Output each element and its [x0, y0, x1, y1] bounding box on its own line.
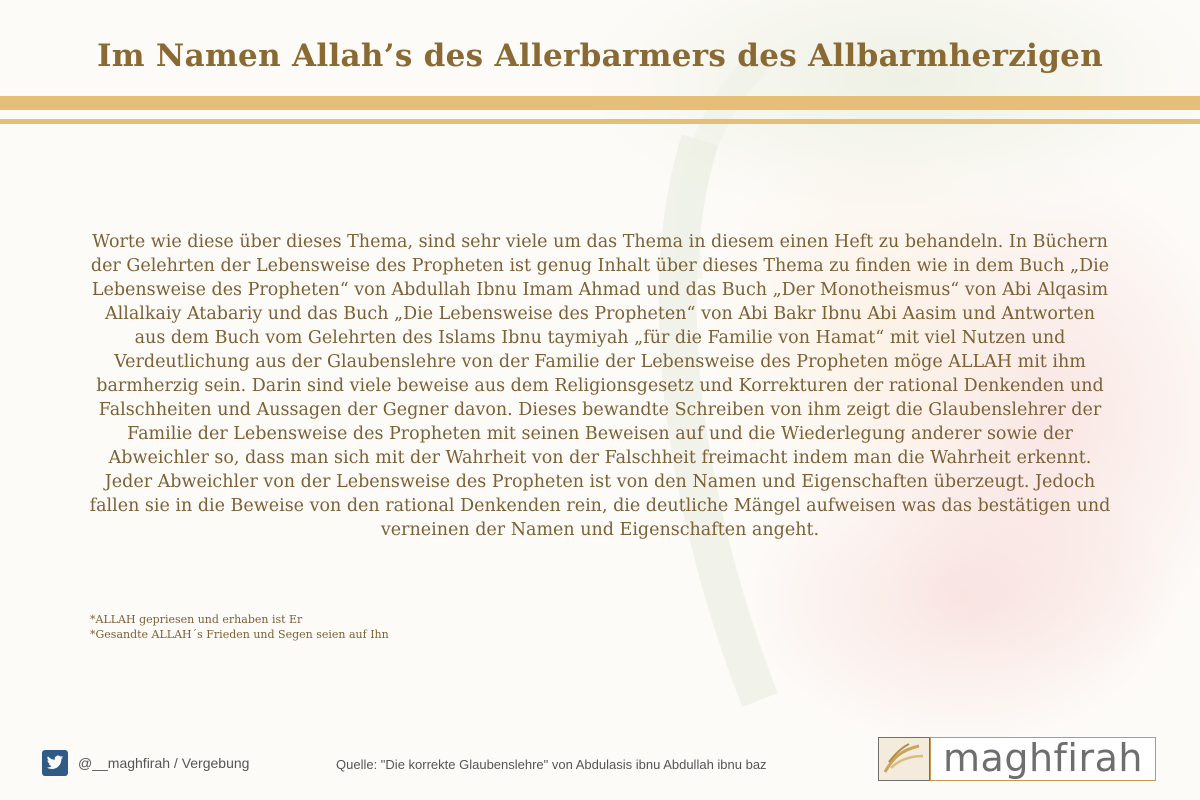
social-handle: @__maghfirah / Vergebung — [78, 755, 250, 771]
logo-wordmark: maghfirah — [930, 737, 1156, 781]
title-rule-thin — [0, 119, 1200, 124]
maghfirah-logo — [878, 737, 1156, 781]
title-rule-thick — [0, 96, 1200, 110]
footnote: *Gesandte ALLAH´s Frieden und Segen seien auf Ihn — [90, 628, 389, 641]
twitter-icon — [42, 750, 68, 776]
main-paragraph: Worte wie diese über dieses Thema, sind sehr viele um das Thema in diesem einen Heft zu behandeln. In Büchern der Gelehrten der Lebensweise des Propheten ist genug Inhalt über dieses Thema zu finden wie in dem Buch „Die Lebensweise des Propheten“ von Abdullah Ibnu Imam Ahmad und das Buch „Der Monotheismus“ von Abi Alqasim Allalkaiy Atabariy und das Buch „Die Lebensweise des Propheten“ von Abi Bakr Ibnu Abi Aasim und Antworten aus dem Buch vom Gelehrten des Islams Ibnu taymiyah „für die Familie von Hamat“ mit viel Nutzen und Verdeutlichung aus der Glaubenslehre von der Familie der Lebensweise des Propheten möge ALLAH mit ihm barmherzig sein. Darin sind viele beweise aus dem Religionsgesetz und Korrekturen der rational Denkenden und Falschheiten und Aussagen der Gegner davon. Dieses bewandte Schreiben von ihm zeigt die Glaubenslehrer der Familie der Lebensweise des Propheten mit seinen Beweisen auf und die Wiederlegung anderer sowie der Abweichler so, dass man sich mit der Wahrheit von der Falschheit freimacht indem man die Wahrheit erkennt. Jeder Abweichler von der Lebensweise des Propheten ist von den Namen und Eigenschaften überzeugt. Jedoch fallen sie in die Beweise von den rational Denkenden rein, die deutliche Mängel aufweisen was das bestätigen und verneinen der Namen und Eigenschaften angeht. — [89, 232, 1111, 540]
page-title: Im Namen Allah’s des Allerbarmers des Allbarmherzigen — [96, 38, 1104, 74]
logo-mark-icon — [878, 737, 930, 781]
source-citation: Quelle: "Die korrekte Glaubenslehre" von Abdulasis ibnu Abdullah ibnu baz — [336, 757, 767, 772]
social-handle-link[interactable] — [42, 750, 249, 776]
footnote: *ALLAH gepriesen und erhaben ist Er — [90, 613, 303, 626]
footnotes — [90, 612, 389, 642]
